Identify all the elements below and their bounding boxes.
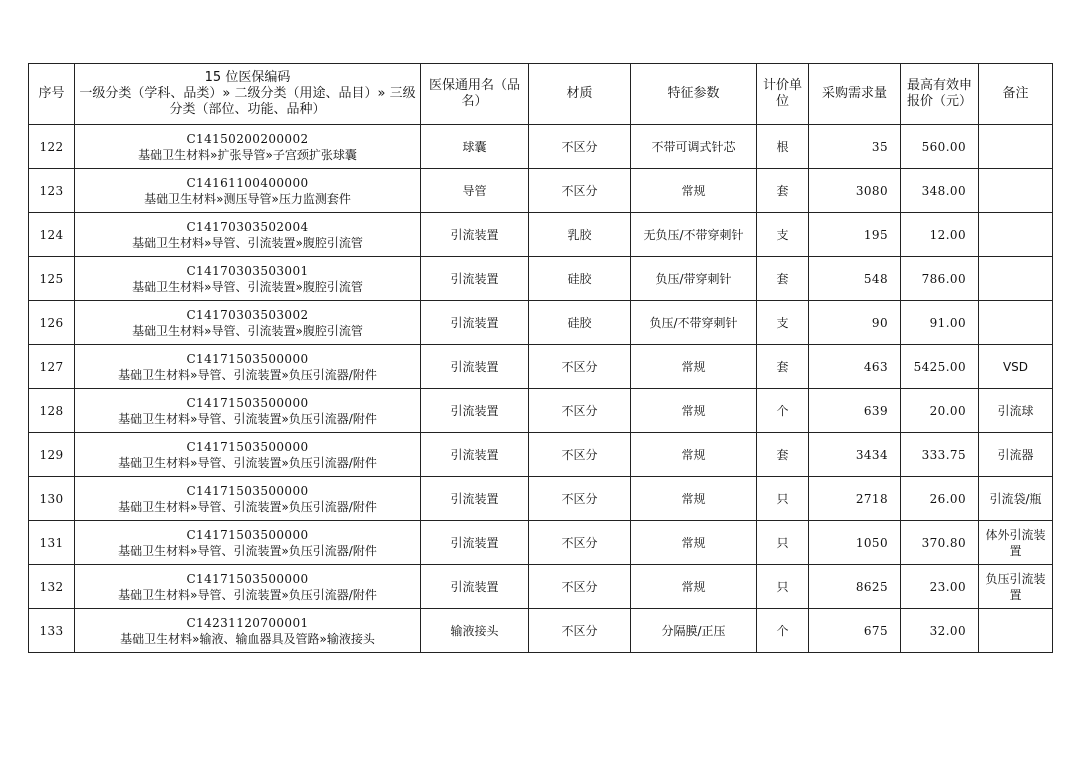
code-category: 基础卫生材料»导管、引流装置»腹腔引流管 (132, 279, 363, 294)
cell-seq: 122 (29, 125, 75, 169)
cell-feature: 无负压/不带穿刺针 (631, 213, 757, 257)
cell-remark (979, 125, 1053, 169)
cell-qty: 639 (809, 389, 901, 433)
cell-material: 硅胶 (529, 257, 631, 301)
cell-unit: 支 (757, 213, 809, 257)
table-row (29, 345, 1053, 389)
cell-seq: 132 (29, 565, 75, 609)
header-code-sub: 一级分类（学科、品类）» 二级分类（用途、品目）» 三级分类（部位、功能、品种） (79, 86, 416, 117)
code-number: C14231120700001 (186, 615, 309, 630)
cell-price: 26.00 (901, 477, 979, 521)
header-name: 医保通用名（品名） (421, 64, 529, 125)
cell-name: 引流装置 (421, 521, 529, 565)
cell-seq: 129 (29, 433, 75, 477)
table-row (29, 433, 1053, 477)
cell-name: 球囊 (421, 125, 529, 169)
cell-feature: 常规 (631, 345, 757, 389)
cell-qty: 675 (809, 609, 901, 653)
cell-unit: 只 (757, 477, 809, 521)
table-row (29, 389, 1053, 433)
cell-feature: 常规 (631, 565, 757, 609)
code-number: C14171503500000 (186, 571, 309, 586)
cell-seq: 124 (29, 213, 75, 257)
header-feature: 特征参数 (631, 64, 757, 125)
cell-seq: 128 (29, 389, 75, 433)
cell-feature: 不带可调式针芯 (631, 125, 757, 169)
cell-qty: 35 (809, 125, 901, 169)
cell-code (75, 565, 421, 609)
cell-unit: 支 (757, 301, 809, 345)
cell-material: 不区分 (529, 389, 631, 433)
cell-unit: 个 (757, 389, 809, 433)
cell-code (75, 521, 421, 565)
cell-code (75, 301, 421, 345)
code-category: 基础卫生材料»导管、引流装置»负压引流器/附件 (118, 455, 377, 470)
code-category: 基础卫生材料»导管、引流装置»腹腔引流管 (132, 235, 363, 250)
code-number: C14170303502004 (186, 219, 309, 234)
cell-material: 不区分 (529, 433, 631, 477)
cell-code (75, 125, 421, 169)
cell-unit: 套 (757, 257, 809, 301)
cell-seq: 133 (29, 609, 75, 653)
cell-material: 不区分 (529, 169, 631, 213)
cell-remark: 引流器 (979, 433, 1053, 477)
cell-remark (979, 301, 1053, 345)
cell-material: 不区分 (529, 125, 631, 169)
cell-seq: 127 (29, 345, 75, 389)
cell-name: 引流装置 (421, 433, 529, 477)
cell-name: 引流装置 (421, 213, 529, 257)
cell-remark: VSD (979, 345, 1053, 389)
cell-unit: 套 (757, 169, 809, 213)
code-number: C14170303503001 (186, 263, 309, 278)
procurement-table (28, 63, 1053, 653)
cell-feature: 常规 (631, 169, 757, 213)
cell-qty: 463 (809, 345, 901, 389)
cell-price: 370.80 (901, 521, 979, 565)
cell-price: 20.00 (901, 389, 979, 433)
code-category: 基础卫生材料»输液、输血器具及管路»输液接头 (120, 631, 375, 646)
cell-price: 5425.00 (901, 345, 979, 389)
cell-qty: 195 (809, 213, 901, 257)
cell-unit: 个 (757, 609, 809, 653)
cell-remark: 负压引流装置 (979, 565, 1053, 609)
table-row (29, 609, 1053, 653)
cell-feature: 常规 (631, 433, 757, 477)
cell-material: 不区分 (529, 345, 631, 389)
cell-unit: 只 (757, 521, 809, 565)
cell-name: 输液接头 (421, 609, 529, 653)
cell-feature: 负压/带穿刺针 (631, 257, 757, 301)
cell-name: 引流装置 (421, 301, 529, 345)
code-category: 基础卫生材料»导管、引流装置»腹腔引流管 (132, 323, 363, 338)
cell-price: 32.00 (901, 609, 979, 653)
cell-feature: 常规 (631, 521, 757, 565)
cell-seq: 130 (29, 477, 75, 521)
cell-name: 引流装置 (421, 477, 529, 521)
cell-code (75, 345, 421, 389)
cell-price: 12.00 (901, 213, 979, 257)
cell-name: 导管 (421, 169, 529, 213)
code-category: 基础卫生材料»测压导管»压力监测套件 (144, 191, 351, 206)
cell-unit: 根 (757, 125, 809, 169)
header-seq: 序号 (29, 64, 75, 125)
code-category: 基础卫生材料»导管、引流装置»负压引流器/附件 (118, 499, 377, 514)
cell-code (75, 213, 421, 257)
header-row (29, 64, 1053, 125)
cell-seq: 123 (29, 169, 75, 213)
cell-price: 91.00 (901, 301, 979, 345)
code-number: C14150200200002 (186, 131, 309, 146)
cell-remark: 体外引流装置 (979, 521, 1053, 565)
header-price: 最高有效申报价（元） (901, 64, 979, 125)
cell-material: 不区分 (529, 521, 631, 565)
cell-remark (979, 213, 1053, 257)
cell-material: 不区分 (529, 477, 631, 521)
table-row (29, 169, 1053, 213)
cell-seq: 131 (29, 521, 75, 565)
header-code (75, 64, 421, 125)
code-number: C14171503500000 (186, 439, 309, 454)
header-qty: 采购需求量 (809, 64, 901, 125)
cell-price: 348.00 (901, 169, 979, 213)
cell-name: 引流装置 (421, 345, 529, 389)
header-material: 材质 (529, 64, 631, 125)
cell-remark: 引流袋/瓶 (979, 477, 1053, 521)
cell-qty: 1050 (809, 521, 901, 565)
cell-unit: 套 (757, 345, 809, 389)
cell-code (75, 389, 421, 433)
header-unit: 计价单位 (757, 64, 809, 125)
table-row (29, 565, 1053, 609)
cell-qty: 3434 (809, 433, 901, 477)
code-number: C14161100400000 (186, 175, 309, 190)
cell-remark: 引流球 (979, 389, 1053, 433)
cell-material: 硅胶 (529, 301, 631, 345)
cell-material: 不区分 (529, 565, 631, 609)
table-row (29, 257, 1053, 301)
code-category: 基础卫生材料»导管、引流装置»负压引流器/附件 (118, 367, 377, 382)
cell-price: 23.00 (901, 565, 979, 609)
cell-feature: 常规 (631, 389, 757, 433)
code-number: C14171503500000 (186, 351, 309, 366)
code-category: 基础卫生材料»导管、引流装置»负压引流器/附件 (118, 411, 377, 426)
cell-code (75, 257, 421, 301)
cell-code (75, 609, 421, 653)
cell-material: 不区分 (529, 609, 631, 653)
cell-code (75, 433, 421, 477)
code-number: C14171503500000 (186, 395, 309, 410)
code-number: C14171503500000 (186, 527, 309, 542)
cell-name: 引流装置 (421, 389, 529, 433)
cell-code (75, 477, 421, 521)
cell-unit: 只 (757, 565, 809, 609)
table-row (29, 521, 1053, 565)
cell-feature: 分隔膜/正压 (631, 609, 757, 653)
cell-qty: 2718 (809, 477, 901, 521)
table-row (29, 125, 1053, 169)
cell-material: 乳胶 (529, 213, 631, 257)
cell-feature: 常规 (631, 477, 757, 521)
table-row (29, 213, 1053, 257)
cell-price: 786.00 (901, 257, 979, 301)
cell-unit: 套 (757, 433, 809, 477)
header-code-title: 15 位医保编码 (204, 70, 291, 85)
code-number: C14171503500000 (186, 483, 309, 498)
cell-price: 333.75 (901, 433, 979, 477)
cell-name: 引流装置 (421, 565, 529, 609)
code-category: 基础卫生材料»导管、引流装置»负压引流器/附件 (118, 543, 377, 558)
cell-qty: 3080 (809, 169, 901, 213)
cell-qty: 548 (809, 257, 901, 301)
cell-remark (979, 169, 1053, 213)
table-row (29, 477, 1053, 521)
cell-price: 560.00 (901, 125, 979, 169)
cell-qty: 90 (809, 301, 901, 345)
code-number: C14170303503002 (186, 307, 309, 322)
cell-seq: 126 (29, 301, 75, 345)
header-remark: 备注 (979, 64, 1053, 125)
code-category: 基础卫生材料»导管、引流装置»负压引流器/附件 (118, 587, 377, 602)
cell-remark (979, 609, 1053, 653)
cell-code (75, 169, 421, 213)
cell-feature: 负压/不带穿刺针 (631, 301, 757, 345)
cell-seq: 125 (29, 257, 75, 301)
cell-name: 引流装置 (421, 257, 529, 301)
code-category: 基础卫生材料»扩张导管»子宫颈扩张球囊 (138, 147, 357, 162)
table-row (29, 301, 1053, 345)
cell-qty: 8625 (809, 565, 901, 609)
cell-remark (979, 257, 1053, 301)
